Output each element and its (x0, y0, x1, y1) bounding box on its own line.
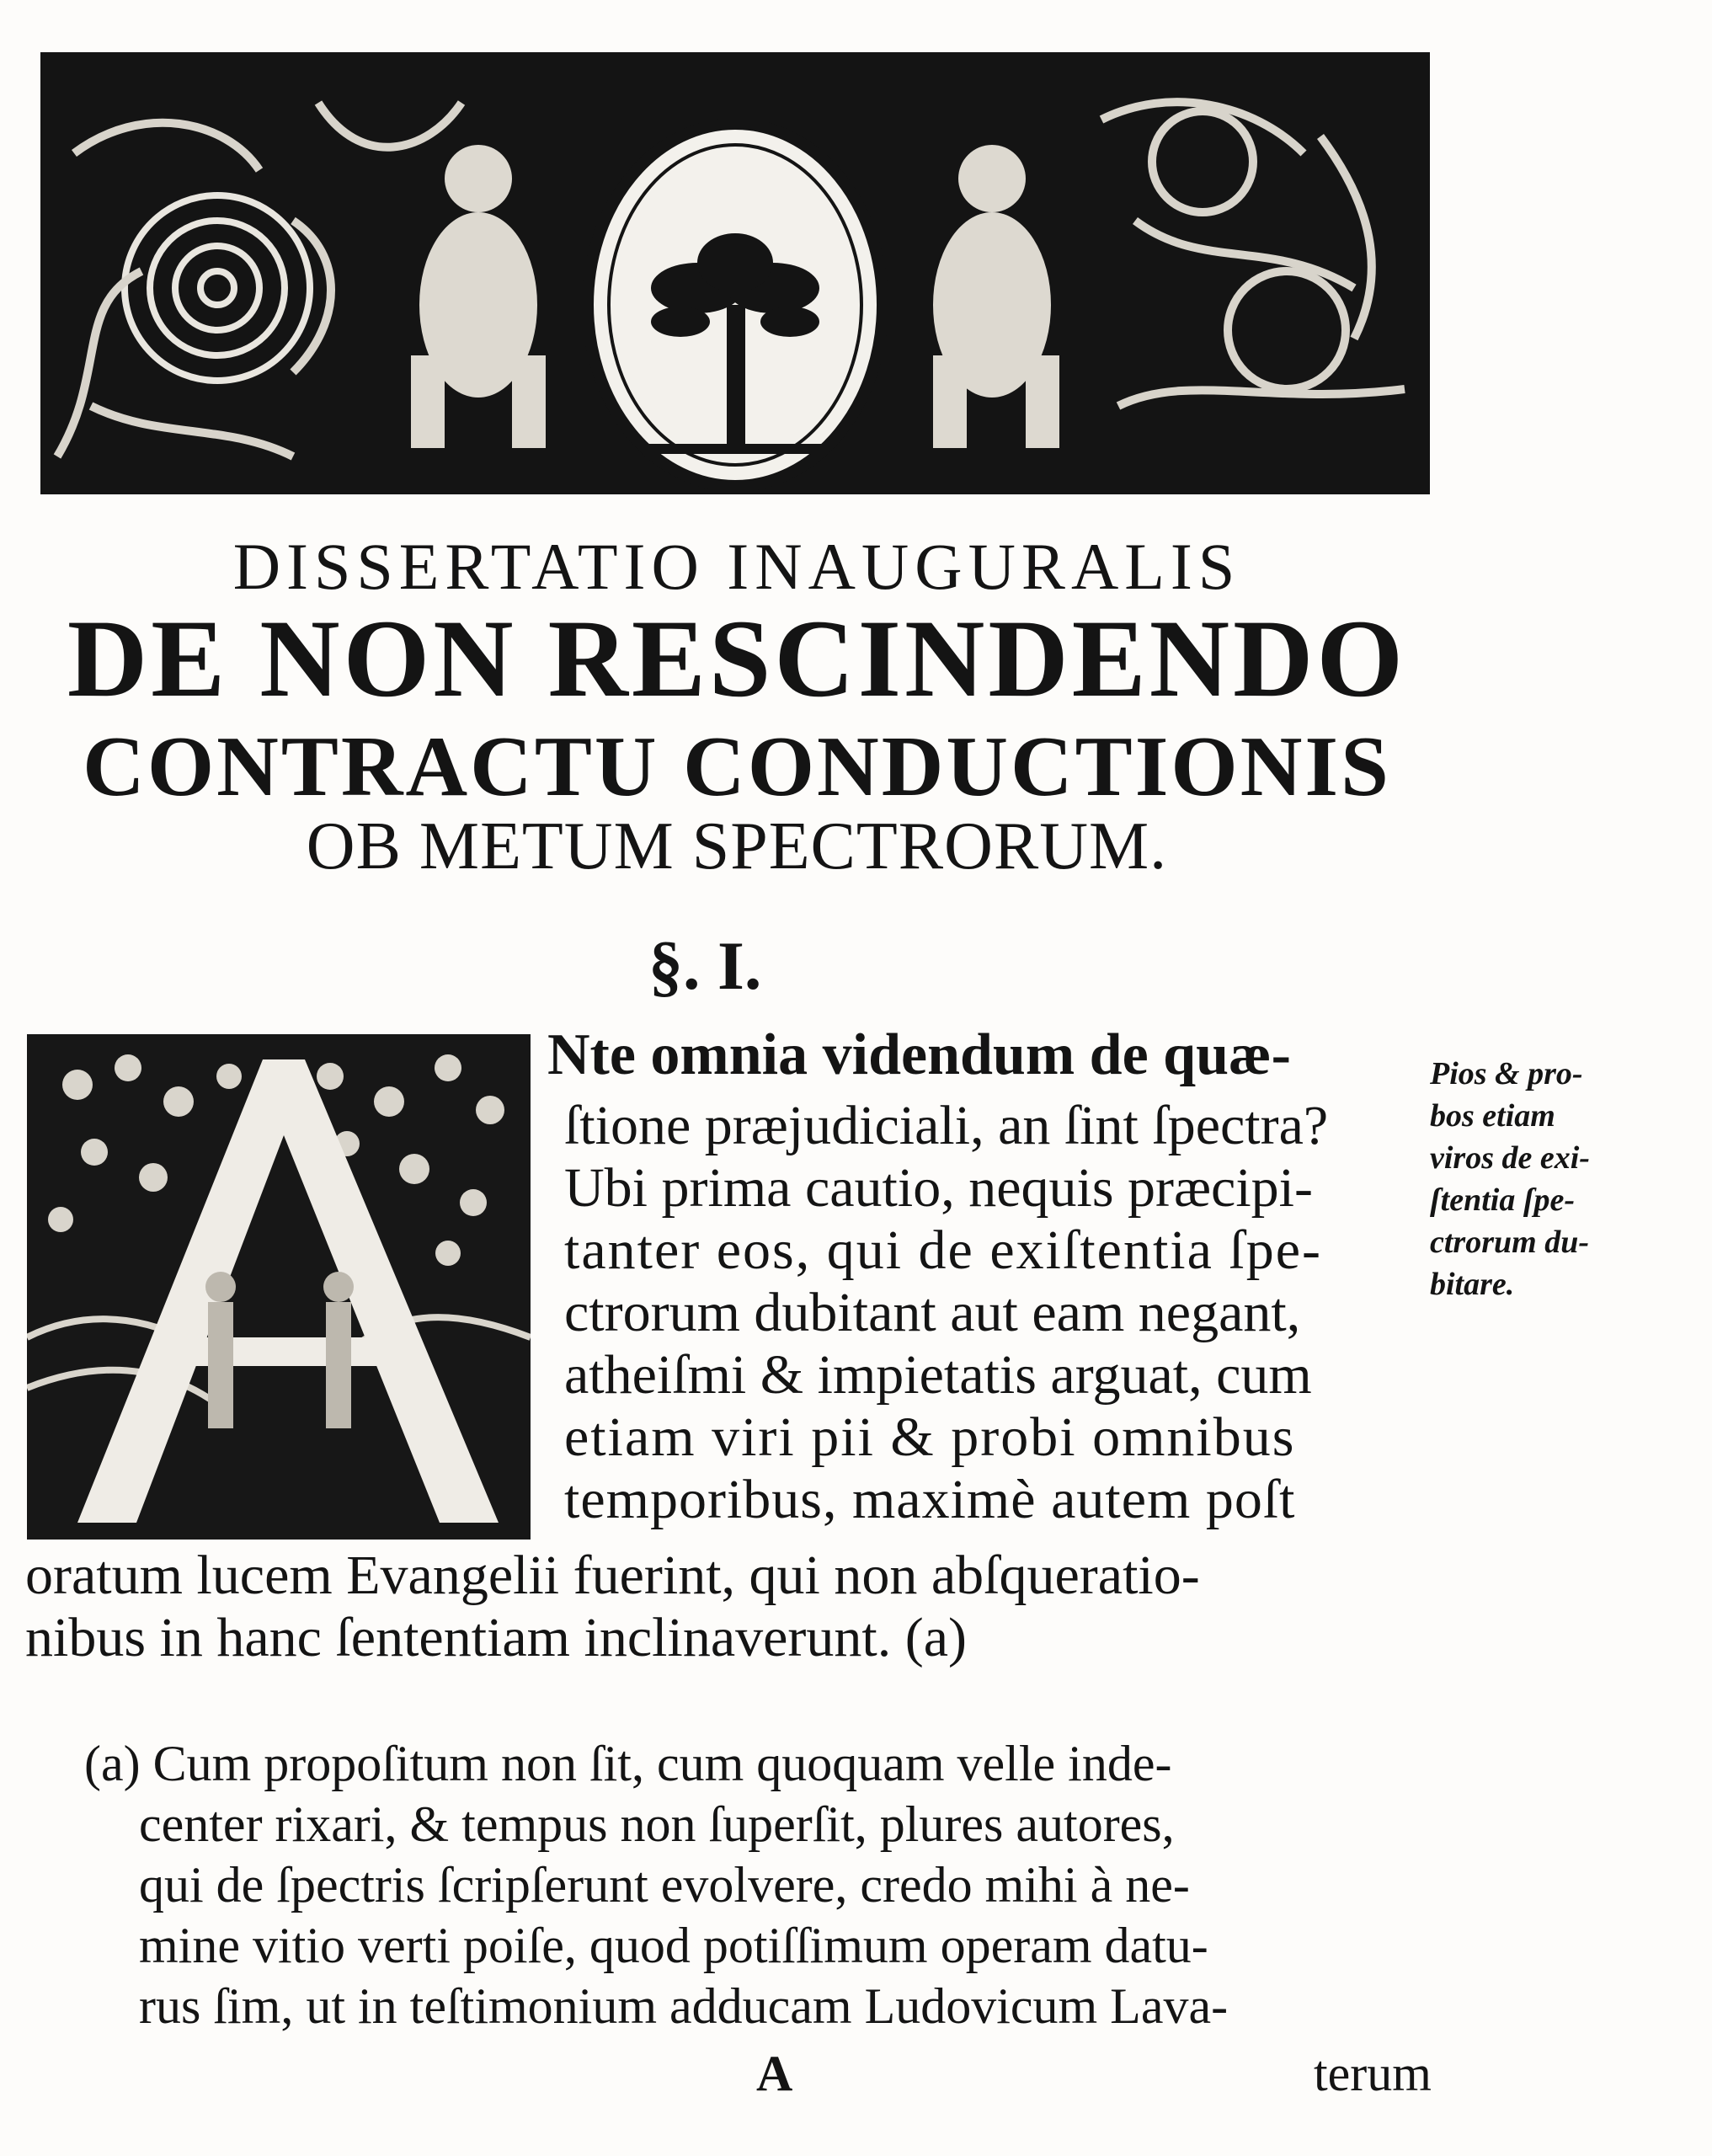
body-line-4: tanter eos, qui de exiſtentia ſpe- (564, 1219, 1323, 1281)
title-line-3: CONTRACTU CONDUCTIONIS (83, 719, 1391, 814)
margin-note-line: bitare. (1430, 1267, 1515, 1302)
footnote-line-4: mine vitio verti poiſe, quod potiſſimum operam datu- (139, 1918, 1208, 1973)
section-heading: §. I. (648, 927, 762, 1004)
body-line-2: ſtione præjudiciali, an ſint ſpectra? (564, 1095, 1329, 1156)
footnote-line-5: rus ſim, ut in teſtimonium adducam Ludovicum Lava- (139, 1978, 1229, 2034)
margin-note-line: ſtentia ſpe- (1430, 1182, 1576, 1218)
body-line-10: nibus in hanc ſententiam inclinaverunt. (a) (25, 1607, 967, 1668)
title-line-4: OB METUM SPECTRORUM. (306, 809, 1168, 883)
body-line-8: temporibus, maximè autem poſt (564, 1469, 1296, 1530)
signature-mark: A (756, 2046, 793, 2101)
body-line-1: Nte omnia videndum de quæ- (547, 1022, 1291, 1087)
decorated-initial (27, 1034, 531, 1540)
catchword: terum (1314, 2046, 1432, 2101)
footnote-line-2: center rixari, & tempus non ſuperſit, plures autores, (139, 1796, 1175, 1852)
body-line-5: ctrorum dubitant aut eam negant, (564, 1282, 1301, 1343)
headpiece-ornament-icon (40, 52, 1430, 494)
margin-note-line: viros de exi- (1430, 1140, 1590, 1176)
title-line-2: DE NON RESCINDENDO (67, 596, 1407, 720)
marginal-note (1430, 1053, 1683, 1305)
woodcut-headpiece-ornament (40, 52, 1430, 494)
body-line-9: oratum lucem Evangelii fuerint, qui non abſqueratio- (25, 1545, 1200, 1606)
body-line-7: etiam viri pii & probi omnibus (564, 1406, 1296, 1468)
footnote-line-3: qui de ſpectris ſcripſerunt evolvere, credo mihi à ne- (139, 1857, 1190, 1913)
title-line-1: DISSERTATIO INAUGURALIS (232, 530, 1241, 603)
footnote-line-1: (a) Cum propoſitum non ſit, cum quoquam velle inde- (84, 1736, 1172, 1791)
woodcut-initial-a-icon (27, 1034, 531, 1540)
margin-note-line: bos etiam (1430, 1098, 1555, 1134)
body-line-3: Ubi prima cautio, nequis præcipi- (564, 1157, 1313, 1219)
margin-note-line: Pios & pro- (1430, 1056, 1583, 1091)
margin-note-line: ctrorum du- (1430, 1225, 1589, 1260)
body-line-6: atheiſmi & impietatis arguat, cum (564, 1344, 1312, 1406)
